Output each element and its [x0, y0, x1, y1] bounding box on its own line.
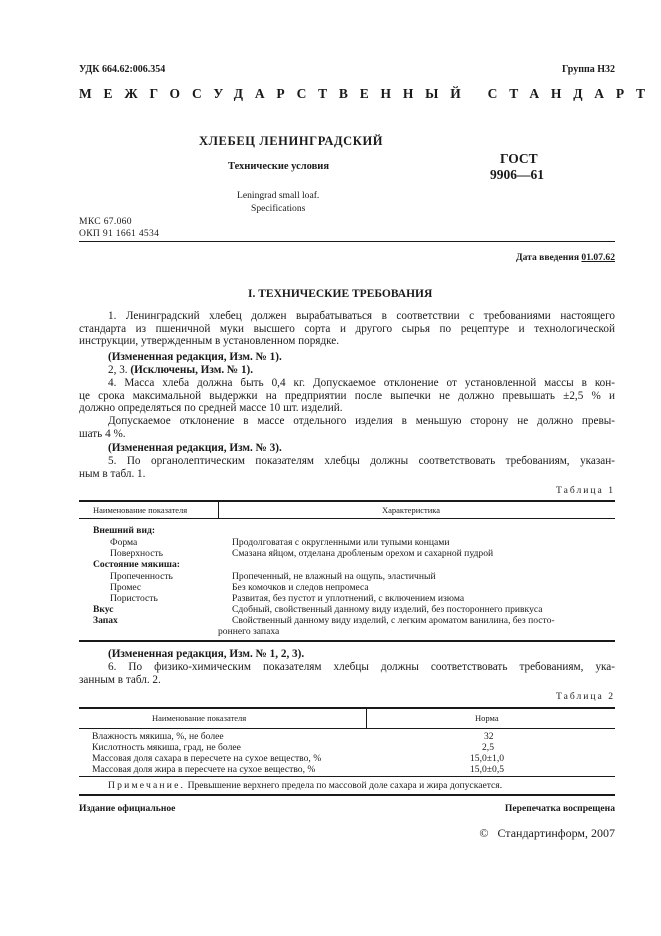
- table-1-bottom-rule: [79, 640, 615, 642]
- table-2-bottom-rule: [79, 794, 615, 796]
- table-2-row-name: Влажность мякиша, %, не более: [92, 731, 224, 742]
- paragraph-1: 1. Ленинградский хлебец должен вырабатываться в соответствии с требованиями настоящего стандарта из пшеничной муки высшего сорта и другого сырья по рецептуре и технологической инструкции, утвержденным в установленном порядке.: [79, 310, 615, 348]
- intro-date: [516, 252, 615, 263]
- table-2-col-value-header: Норма: [475, 713, 499, 723]
- official-edition: Издание официальное: [79, 803, 176, 814]
- table-1-row-name: Вкус: [93, 604, 114, 615]
- copyright: [479, 826, 615, 841]
- paragraph-4-continued: Допускаемое отклонение в массе отдельного изделия в меньшую сторону не должно превы- шать 4 %.: [79, 415, 615, 440]
- copyright-icon: ©: [479, 826, 489, 840]
- table-1-row-name: Промес: [110, 582, 142, 593]
- paragraph-2-3: 2, 3. (Исключены, Изм. № 1).: [108, 364, 254, 376]
- paragraph-4: 4. Масса хлеба должна быть 0,4 кг. Допускаемое отклонение от установленной массы в кон- це срока максимальной выдержки на предприятии после выпечки не должно превышать ±2,5 % и должно определяться по средней массе 10 шт. изделий.: [79, 377, 615, 415]
- amendment-note-1: (Измененная редакция, Изм. № 1).: [108, 351, 282, 363]
- table-2-row-value: 32: [484, 731, 494, 742]
- table-2-body-rule: [79, 776, 615, 777]
- paragraph-6: 6. По физико-химическим показателям хлебцы должны соответствовать требованиям, ука- занным в табл. 2.: [79, 661, 615, 686]
- reprint-notice: Перепечатка воспрещена: [504, 803, 615, 814]
- okp-code: ОКП 91 1661 4534: [79, 228, 160, 239]
- table-2-row-value: 2,5: [482, 742, 494, 753]
- amendment-note-3: (Измененная редакция, Изм. № 3).: [108, 442, 282, 454]
- table-2-row-value: 15,0±0,5: [470, 764, 505, 775]
- intro-date-label: Дата введения: [515, 252, 580, 263]
- gost-label: ГОСТ: [500, 151, 538, 166]
- table-1-row-value: Без комочков и следов непромеса: [232, 582, 369, 593]
- table-2-header-divider: [366, 708, 367, 728]
- table-1-group-crumb: Состояние мякиша:: [93, 559, 180, 570]
- note-label: Примечание.: [108, 780, 186, 791]
- table-2-note: [108, 780, 502, 791]
- gost-number: 9906—61: [490, 167, 544, 182]
- table-1-group-appearance: Внешний вид:: [93, 525, 156, 536]
- mks-code: МКС 67.060: [79, 216, 132, 227]
- note-text: Превышение верхнего предела по массовой доле сахара и жира допускается.: [187, 780, 503, 791]
- table-1-col-name-header: Наименование показателя: [93, 505, 188, 515]
- table-1-col-value-header: Характеристика: [382, 505, 441, 515]
- table-1-row-name: Поверхность: [110, 548, 164, 559]
- standard-banner: МЕЖГОСУДАРСТВЕННЫЙ СТАНДАРТ: [79, 86, 657, 101]
- amendment-note-1-2-3: (Измененная редакция, Изм. № 1, 2, 3).: [108, 648, 305, 660]
- divider: [79, 241, 615, 242]
- table-1-row-value: Развитая, без пустот и уплотнений, с включением изюма: [232, 593, 465, 604]
- table-2-row-name: Кислотность мякиша, град, не более: [92, 742, 241, 753]
- table-2-caption: Таблица 2: [555, 691, 615, 702]
- table-1-header-divider: [218, 501, 219, 518]
- table-2-row-name: Массовая доля сахара в пересчете на сухое вещество, %: [92, 753, 322, 764]
- intro-date-value: 01.07.62: [581, 252, 615, 263]
- table-1-row-name: Форма: [110, 537, 138, 548]
- english-title: Leningrad small loaf.: [237, 190, 320, 201]
- table-1-row-value: Свойственный данному виду изделий, с легким ароматом ванилина, без посто-: [232, 615, 555, 626]
- english-subtitle: Specifications: [251, 203, 306, 214]
- table-2-header-rule: [79, 728, 615, 729]
- table-1-row-value: Сдобный, свойственный данному виду изделий, без постороннего привкуса: [232, 604, 543, 615]
- table-1-top-rule: [79, 500, 615, 502]
- table-1-caption: Таблица 1: [555, 485, 615, 496]
- udk-code: УДК 664.62:006.354: [79, 64, 166, 75]
- document-title: ХЛЕБЕЦ ЛЕНИНГРАДСКИЙ: [199, 134, 384, 148]
- section-heading: I. ТЕХНИЧЕСКИЕ ТРЕБОВАНИЯ: [248, 288, 433, 300]
- document-subtitle: Технические условия: [228, 161, 330, 172]
- group-code: Группа Н32: [562, 64, 615, 75]
- table-2-col-name-header: Наименование показателя: [152, 713, 247, 723]
- table-1-row-name: Пористость: [110, 593, 158, 604]
- table-1-row-value: Пропеченный, не влажный на ощупь, эластичный: [232, 571, 436, 582]
- table-2-row-name: Массовая доля жира в пересчете на сухое вещество, %: [92, 764, 316, 775]
- table-1-row-name: Запах: [93, 615, 118, 626]
- table-2-top-rule: [79, 707, 615, 709]
- table-1-row-value: роннего запаха: [218, 626, 280, 637]
- table-2-row-value: 15,0±1,0: [470, 753, 505, 764]
- table-1-header-rule: [79, 518, 615, 519]
- table-1-row-name: Пропеченность: [110, 571, 173, 582]
- table-1-row-value: Смазана яйцом, отделана дробленым орехом и сахарной пудрой: [232, 548, 494, 559]
- paragraph-5: 5. По органолептическим показателям хлебцы должны соответствовать требованиям, указан- ным в табл. 1.: [79, 455, 615, 480]
- table-1-row-value: Продолговатая с округленными или тупыми концами: [232, 537, 450, 548]
- publisher: Стандартинформ, 2007: [497, 826, 615, 840]
